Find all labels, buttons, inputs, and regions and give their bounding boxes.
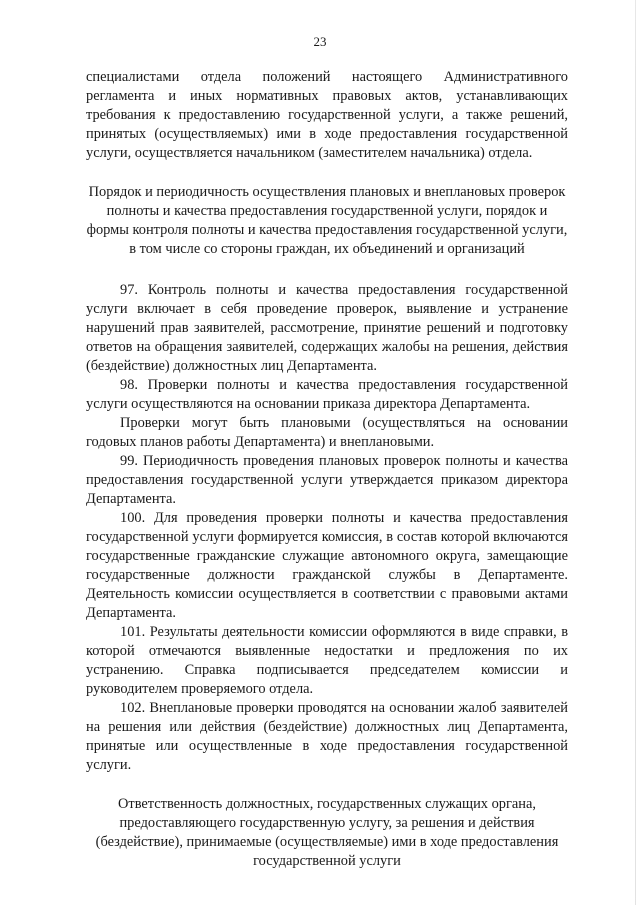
paragraph-99: 99. Периодичность проведения плановых проверок полноты и качества предоставления государственной услуги утверждается приказом директора Департамента. bbox=[86, 453, 568, 507]
paragraph-97: 97. Контроль полноты и качества предоставления государственной услуги включает в себя проведение проверок, выявление и устранение нарушений прав заявителей, рассмотрение, принятие решений и подготовку ответов на обращения заявителей, содержащих жалобы на решения, действия (бездействие) должностных лиц Департамента. bbox=[86, 282, 568, 374]
document-body bbox=[86, 68, 568, 871]
intro-paragraph: специалистами отдела положений настоящего Административного регламента и иных нормативных правовых актов, устанавливающих требования к предоставлению государственной услуги, а также решений, принятых (осуществляемых) ими в ходе предоставления государственной услуги, осуществляется начальником (заместителем начальника) отдела. bbox=[86, 69, 568, 161]
paragraph-98: 98. Проверки полноты и качества предоставления государственной услуги осуществляются на основании приказа директора Департамента. bbox=[86, 377, 568, 412]
paragraph-100: 100. Для проведения проверки полноты и качества предоставления государственной услуги формируется комиссия, в состав которой включаются государственные гражданские служащие автономного округа, замещающие государственные должности гражданской службы в Департаменте. Деятельность комиссии осуществляется в соответствии с правовыми актами Департамента. bbox=[86, 510, 568, 621]
paragraph-102: 102. Внеплановые проверки проводятся на основании жалоб заявителей на решения или действия (бездействие) должностных лиц Департамента, принятые или осуществленные в ходе предоставления государственной услуги. bbox=[86, 700, 568, 773]
section-heading-control: Порядок и периодичность осуществления плановых и внеплановых проверок полноты и качества предоставления государственной услуги, порядок и формы контроля полноты и качества предоставления государственной услуги, в том числе со стороны граждан, их объединений и организаций bbox=[86, 184, 568, 257]
scan-edge-line bbox=[635, 0, 636, 905]
page-number: 23 bbox=[313, 34, 327, 49]
paragraph-101: 101. Результаты деятельности комиссии оформляются в виде справки, в которой отмечаются выявленные недостатки и предложения по их устранению. Справка подписывается председателем комиссии и руководителем проверяемого отдела. bbox=[86, 624, 568, 697]
paragraph-98-continued: Проверки могут быть плановыми (осуществляться на основании годовых планов работы Департамента) и внеплановыми. bbox=[86, 415, 568, 450]
section-heading-responsibility: Ответственность должностных, государственных служащих органа, предоставляющего государственную услугу, за решения и действия (бездействие), принимаемые (осуществляемые) ими в ходе предоставления государственной услуги bbox=[95, 796, 559, 869]
